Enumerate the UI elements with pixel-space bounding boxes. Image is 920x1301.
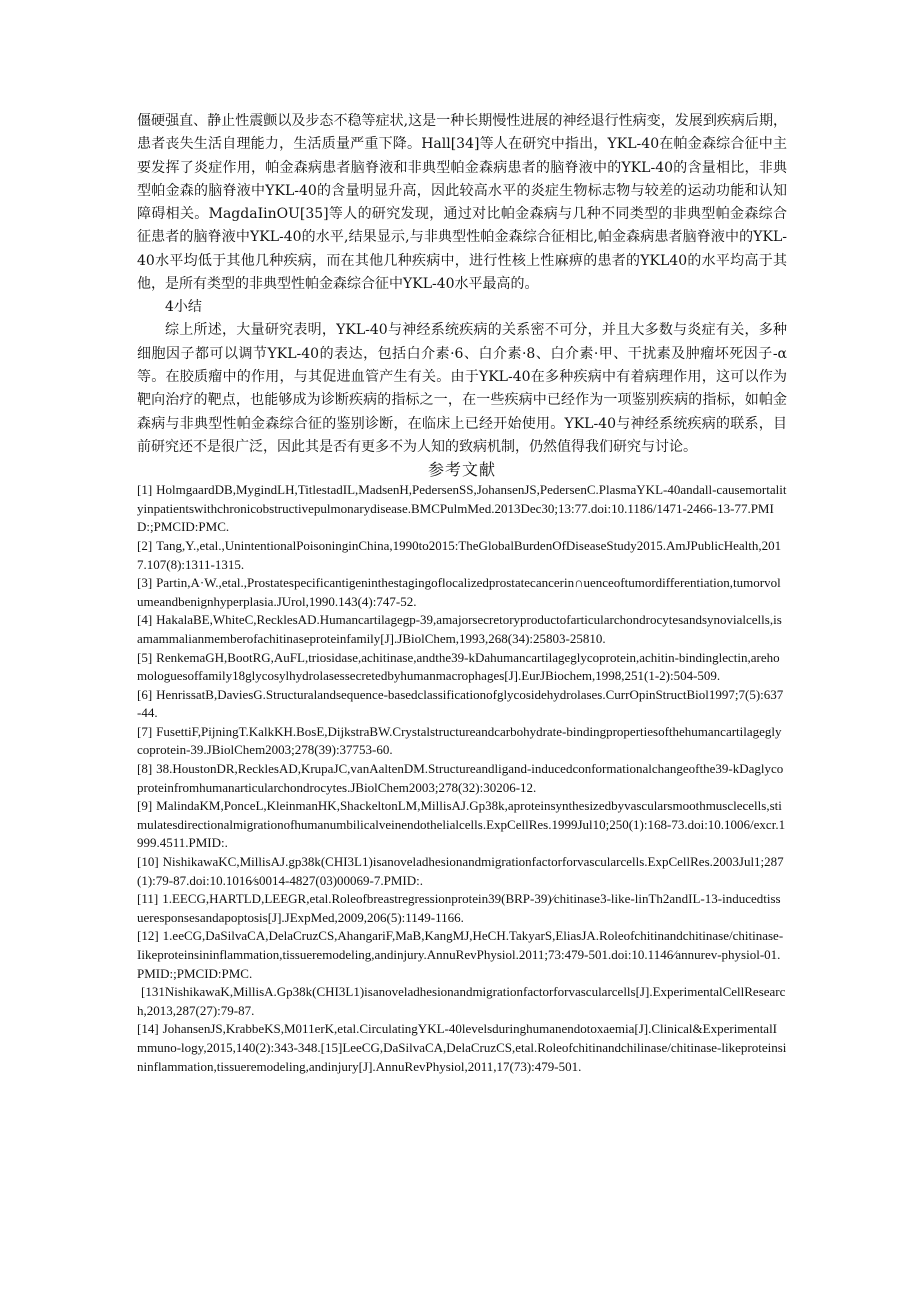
reference-text: HakalaBE,WhiteC,RecklesAD.Humancartilagegp-39,amajorsecretoryproductofarticularchondrocytesandsynovialcells,isamammalianmemberofachitinaseproteinfamily[J].JBiolChem,1993,268(34):25803-25810.	[137, 612, 782, 646]
reference-item	[137, 574, 787, 611]
reference-text: NishikawaKC,MillisAJ.gp38k(CHI3L1)isanoveladhesionandmigrationfactorforvascularcells.ExpCellRes.2003Jul1;287(1):79-87.doi:10.1016∕s0014-4827(03)00069-7.PMID:.	[137, 854, 784, 888]
reference-number: [1]	[137, 482, 153, 498]
reference-number: [10]	[137, 854, 159, 870]
reference-number: [14]	[137, 1021, 159, 1037]
reference-item	[137, 853, 787, 890]
reference-text: [131NishikawaK,MillisA.Gp38k(CHI3L1)isanoveladhesionandmigrationfactorforvascularcells[J].ExperimentalCellResearch,2013,287(27):79-87.	[137, 984, 786, 1018]
reference-text: 1.eeCG,DaSilvaCA,DelaCruzCS,AhangariF,MaB,KangMJ,HeCH.TakyarS,EliasJA.Roleofchitinandchitinase/chitinase-Iikeproteinsininflammation,tissueremodeling,andinjury.AnnuRevPhysiol.2011;73:479-501.doi:10.1146∕annurev-physiol-01.PMID:;PMCID:PMC.	[137, 928, 784, 981]
paragraph-conclusion: 综上所述，大量研究表明，YKL-40与神经系统疾病的关系密不可分，并且大多数与炎症有关，多种细胞因子都可以调节YKL-40的表达，包括白介素·6、白介素·8、白介素·甲、干扰素及肿瘤坏死因子-α等。在胶质瘤中的作用，与其促进血管产生有关。由于YKL-40在多种疾病中有着病理作用，这可以作为靶向治疗的靶点，也能够成为诊断疾病的指标之一，在一些疾病中已经作为一项鉴别疾病的指标，如帕金森病与非典型性帕金森综合征的鉴别诊断，在临床上已经开始使用。YKL-40与神经系统疾病的联系，目前研究还不是很广泛，因此其是否有更多不为人知的致病机制，仍然值得我们研究与讨论。	[137, 322, 787, 455]
reference-number: [6]	[137, 686, 153, 702]
reference-text: Partin,A·W.,etal.,Prostatespecificantigeninthestagingoflocalizedprostatecancerin∩uenceoftumordifferentiation,tumorvolumeandbenignhyperplasia.JUrol,1990.143(4):747-52.	[137, 575, 781, 609]
reference-item	[137, 797, 787, 853]
reference-item	[137, 537, 787, 574]
reference-number: [11]	[137, 891, 159, 907]
reference-item	[137, 983, 787, 1020]
reference-item	[137, 649, 787, 686]
reference-number: [2]	[137, 537, 153, 553]
reference-number: [7]	[137, 723, 153, 739]
reference-text: RenkemaGH,BootRG,AuFL,triosidase,achitinase,andthe39-kDahumancartilageglycoprotein,achitin-bindinglectin,arehomologuesoffamily18glycosylhydrolasessecretedbyhumanmacrophages[J].EurJBiochem,1998,251(1-2):504-509.	[137, 649, 780, 684]
reference-number: [3]	[137, 575, 153, 591]
reference-number: [8]	[137, 761, 153, 777]
paragraph-continued: 僵硬强直、静止性震颤以及步态不稳等症状,这是一种长期慢性进展的神经退行性病变，发展到疾病后期，患者丧失生活自理能力，生活质量严重下降。Hall[34]等人在研究中指出，YKL-40在帕金森综合征中主要发挥了炎症作用，帕金森病患者脑脊液和非典型帕金森病患者的脑脊液中的YKL-40的含量相比，非典型帕金森的脑脊液中YKL-40的含量明显升高，因此较高水平的炎症生物标志物与较差的运动功能和认知障碍相关。MagdaIinOU[35]等人的研究发现，通过对比帕金森病与几种不同类型的非典型帕金森综合征患者的脑脊液中YKL-40的水平,结果显示,与非典型性帕金森综合征相比,帕金森病患者脑脊液中的YKL-40水平均低于其他几种疾病，而在其他几种疾病中，进行性核上性麻痹的患者的YKL40的水平均高于其他，是所有类型的非典型性帕金森综合征中YKL-40水平最高的。	[137, 113, 787, 293]
section-heading: 4小结	[165, 299, 202, 316]
reference-text: 1.EECG,HARTLD,LEEGR,etal.Roleofbreastregressionprotein39(BRP-39)∕chitinase3-like-linTh2andIL-13-inducedtissueresponsesandapoptosis[J].JExpMed,2009,206(5):1149-1166.	[137, 891, 781, 925]
reference-number: [9]	[137, 798, 153, 814]
reference-number: [4]	[137, 612, 153, 628]
reference-text: Tang,Y.,etal.,UnintentionalPoisoninginChina,1990to2015:TheGlobalBurdenOfDiseaseStudy2015.AmJPublicHealth,2017.107(8):1311-1315.	[137, 537, 782, 572]
references-title: 参考文献	[427, 460, 496, 480]
reference-text: JohansenJS,KrabbeKS,M011erK,etal.CirculatingYKL-40levelsduringhumanendotoxaemia[J].Clinical&ExperimentalImmuno-logy,2015,140(2):343-348.[15]LeeCG,DaSilvaCA,DelaCruzCS,etal.Roleofchitinandchilinase/chitinase-likeproteinsininflammation,tissueremodeling,andinjury[J].AnnuRevPhysiol,2011,17(73):479-501.	[137, 1021, 787, 1074]
reference-item	[137, 1020, 787, 1076]
reference-item	[137, 927, 787, 983]
reference-item	[137, 481, 787, 537]
reference-item	[137, 760, 787, 797]
reference-item	[137, 890, 787, 927]
body-text	[137, 110, 787, 459]
reference-text: HolmgaardDB,MygindLH,TitlestadIL,MadsenH,PedersenSS,JohansenJS,PedersenC.PlasmaYKL-40andall-causemortalityinpatientswithchronicobstructivepulmonarydisease.BMCPulmMed.2013Dec30;13:77.doi:10.1186/1471-2466-13-77.PMID:;PMCID:PMC.	[137, 482, 787, 535]
reference-text: 38.HoustonDR,RecklesAD,KrupaJC,vanAaltenDM.Structureandligand-inducedconformationalchangeofthe39-kDaglycoproteinfromhumanarticularchondrocytes.JBiolChem2003;278(32):30206-12.	[137, 761, 784, 795]
reference-number: [5]	[137, 649, 153, 665]
reference-item	[137, 686, 787, 723]
reference-text: FusettiF,PijningT.KalkKH.BosE,DijkstraBW.Crystalstructureandcarbohydrate-bindingpropertiesofthehumancartilageglycoprotein-39.JBiolChem2003;278(39):37753-60.	[137, 723, 782, 758]
document-page	[137, 110, 787, 1076]
reference-list	[137, 481, 787, 1076]
reference-item	[137, 611, 787, 648]
reference-number: [12]	[137, 928, 159, 944]
reference-text: HenrissatB,DaviesG.Structuralandsequence-basedclassificationofglycosidehydrolases.CurrOpinStructBiol1997;7(5):637-44.	[137, 686, 784, 721]
reference-text: MalindaKM,PonceL,KleinmanHK,ShackeltonLM,MillisAJ.Gp38k,aproteinsynthesizedbyvascularsmoothmusclecells,stimulatesdirectionalmigrationofhumanumbilicalveinendothelialcells.ExpCellRes.1999Jul10;250(1):168-73.doi:10.1006/excr.1999.4511.PMID:.	[137, 798, 786, 851]
reference-item	[137, 723, 787, 760]
